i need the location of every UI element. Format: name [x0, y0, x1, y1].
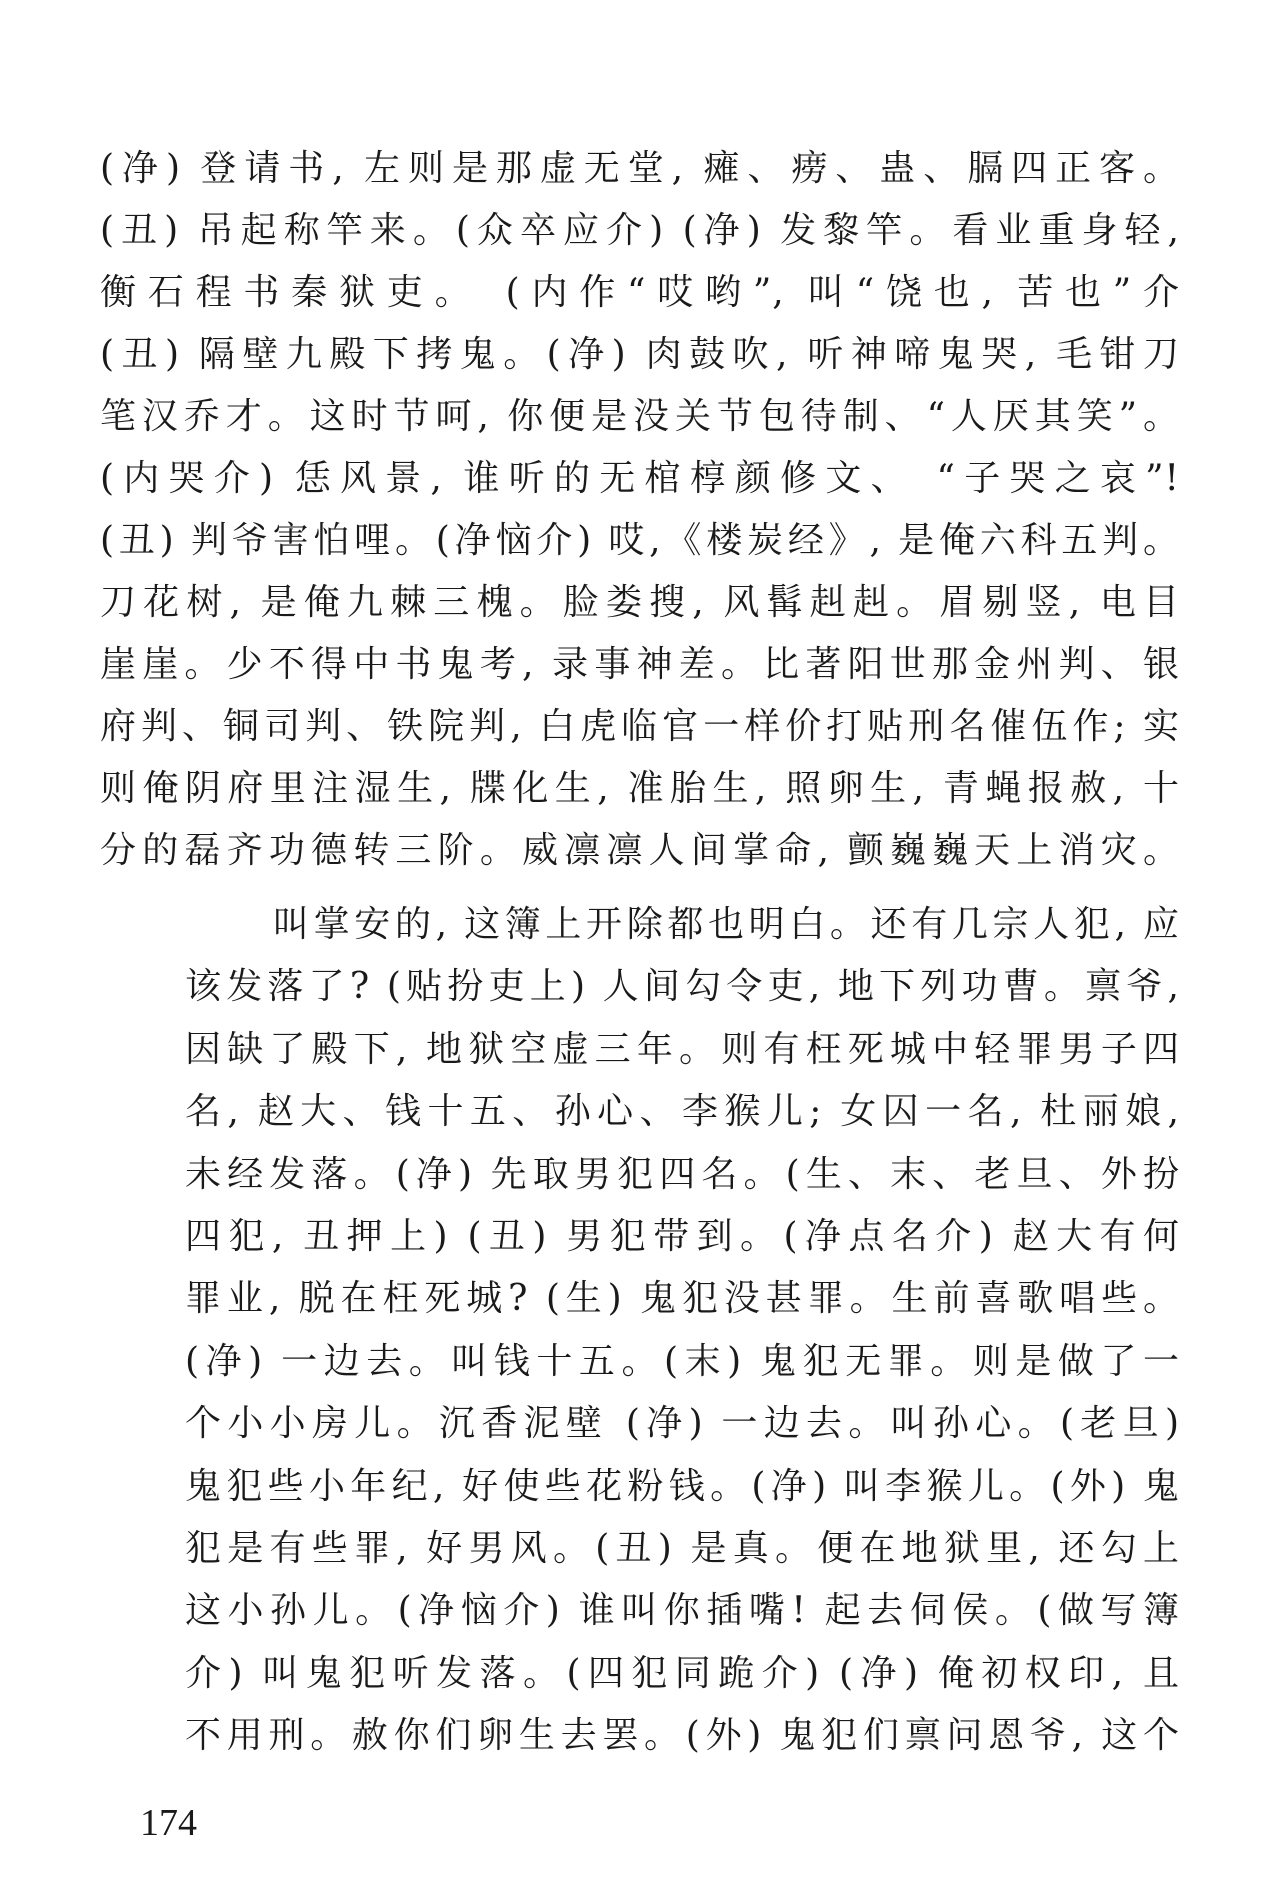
- text-line: 不用刑。赦你们卵生去罢。(外) 鬼犯们禀问恩爷, 这个: [185, 1715, 1180, 1757]
- text-line: 未经发落。(净) 先取男犯四名。(生、末、老旦、外扮: [185, 1153, 1180, 1195]
- text-line: 罪业, 脱在枉死城? (生) 鬼犯没甚罪。生前喜歌唱些。: [185, 1278, 1180, 1320]
- text-line: (丑) 判爷害怕哩。(净恼介) 哎,《楼炭经》, 是俺六科五判。: [100, 520, 1180, 561]
- text-line: 则俺阴府里注湿生, 牒化生, 准胎生, 照卵生, 青蝇报赦, 十: [100, 768, 1180, 809]
- text-line: 个小小房儿。沉香泥壁 (净) 一边去。叫孙心。(老旦): [185, 1403, 1180, 1445]
- text-line: 鬼犯些小年纪, 好使些花粉钱。(净) 叫李猴儿。(外) 鬼: [185, 1465, 1180, 1507]
- text-line: 这小孙儿。(净恼介) 谁叫你插嘴! 起去伺侯。(做写簿: [185, 1590, 1180, 1632]
- text-line: 该发落了? (贴扮吏上) 人间勾令吏, 地下列功曹。禀爷,: [185, 966, 1180, 1008]
- paragraph-indented: [185, 894, 1180, 1767]
- text-line: 府判、铜司判、铁院判, 白虎临官一样价打贴刑名催伍作; 实: [100, 706, 1180, 747]
- text-line: (丑) 隔壁九殿下拷鬼。(净) 肉鼓吹, 听神啼鬼哭, 毛钳刀: [100, 334, 1180, 375]
- text-line: 衡石程书秦狱吏。 (内作“哎哟”, 叫“饶也, 苦也”介: [100, 272, 1180, 313]
- text-line: (丑) 吊起称竿来。(众卒应介) (净) 发黎竿。看业重身轻,: [100, 210, 1180, 251]
- text-line: 四犯, 丑押上) (丑) 男犯带到。(净点名介) 赵大有何: [185, 1215, 1180, 1257]
- page-number: 174: [140, 1802, 197, 1844]
- text-line: 因缺了殿下, 地狱空虚三年。则有枉死城中轻罪男子四: [185, 1028, 1180, 1070]
- text-line: 介) 叫鬼犯听发落。(四犯同跪介) (净) 俺初权印, 且: [185, 1652, 1180, 1694]
- text-line: 名, 赵大、钱十五、孙心、李猴儿; 女囚一名, 杜丽娘,: [185, 1091, 1180, 1133]
- text-line: 笔汉乔才。这时节呵, 你便是没关节包待制、“人厌其笑”。: [100, 396, 1180, 437]
- text-line: 崖崖。少不得中书鬼考, 录事神差。比著阳世那金州判、银: [100, 644, 1180, 685]
- text-line: (净) 登请书, 左则是那虚无堂, 瘫、痨、蛊、膈四正客。: [100, 148, 1180, 189]
- text-line: 分的磊齐功德转三阶。威凛凛人间掌命, 颤巍巍天上消灾。: [100, 830, 1180, 871]
- text-line: (内哭介) 恁风景, 谁听的无棺椁颜修文、 “子哭之哀”!: [100, 458, 1180, 499]
- text-line: (净) 一边去。叫钱十五。(末) 鬼犯无罪。则是做了一: [185, 1340, 1180, 1382]
- text-line: 犯是有些罪, 好男风。(丑) 是真。便在地狱里, 还勾上: [185, 1527, 1180, 1569]
- text-line-first: 叫掌安的, 这簿上开除都也明白。还有几宗人犯, 应: [273, 904, 1180, 945]
- paragraph-continued: [100, 138, 1180, 882]
- text-line: 刀花树, 是俺九棘三槐。脸娄搜, 风髯赳赳。眉剔竖, 电目: [100, 582, 1180, 623]
